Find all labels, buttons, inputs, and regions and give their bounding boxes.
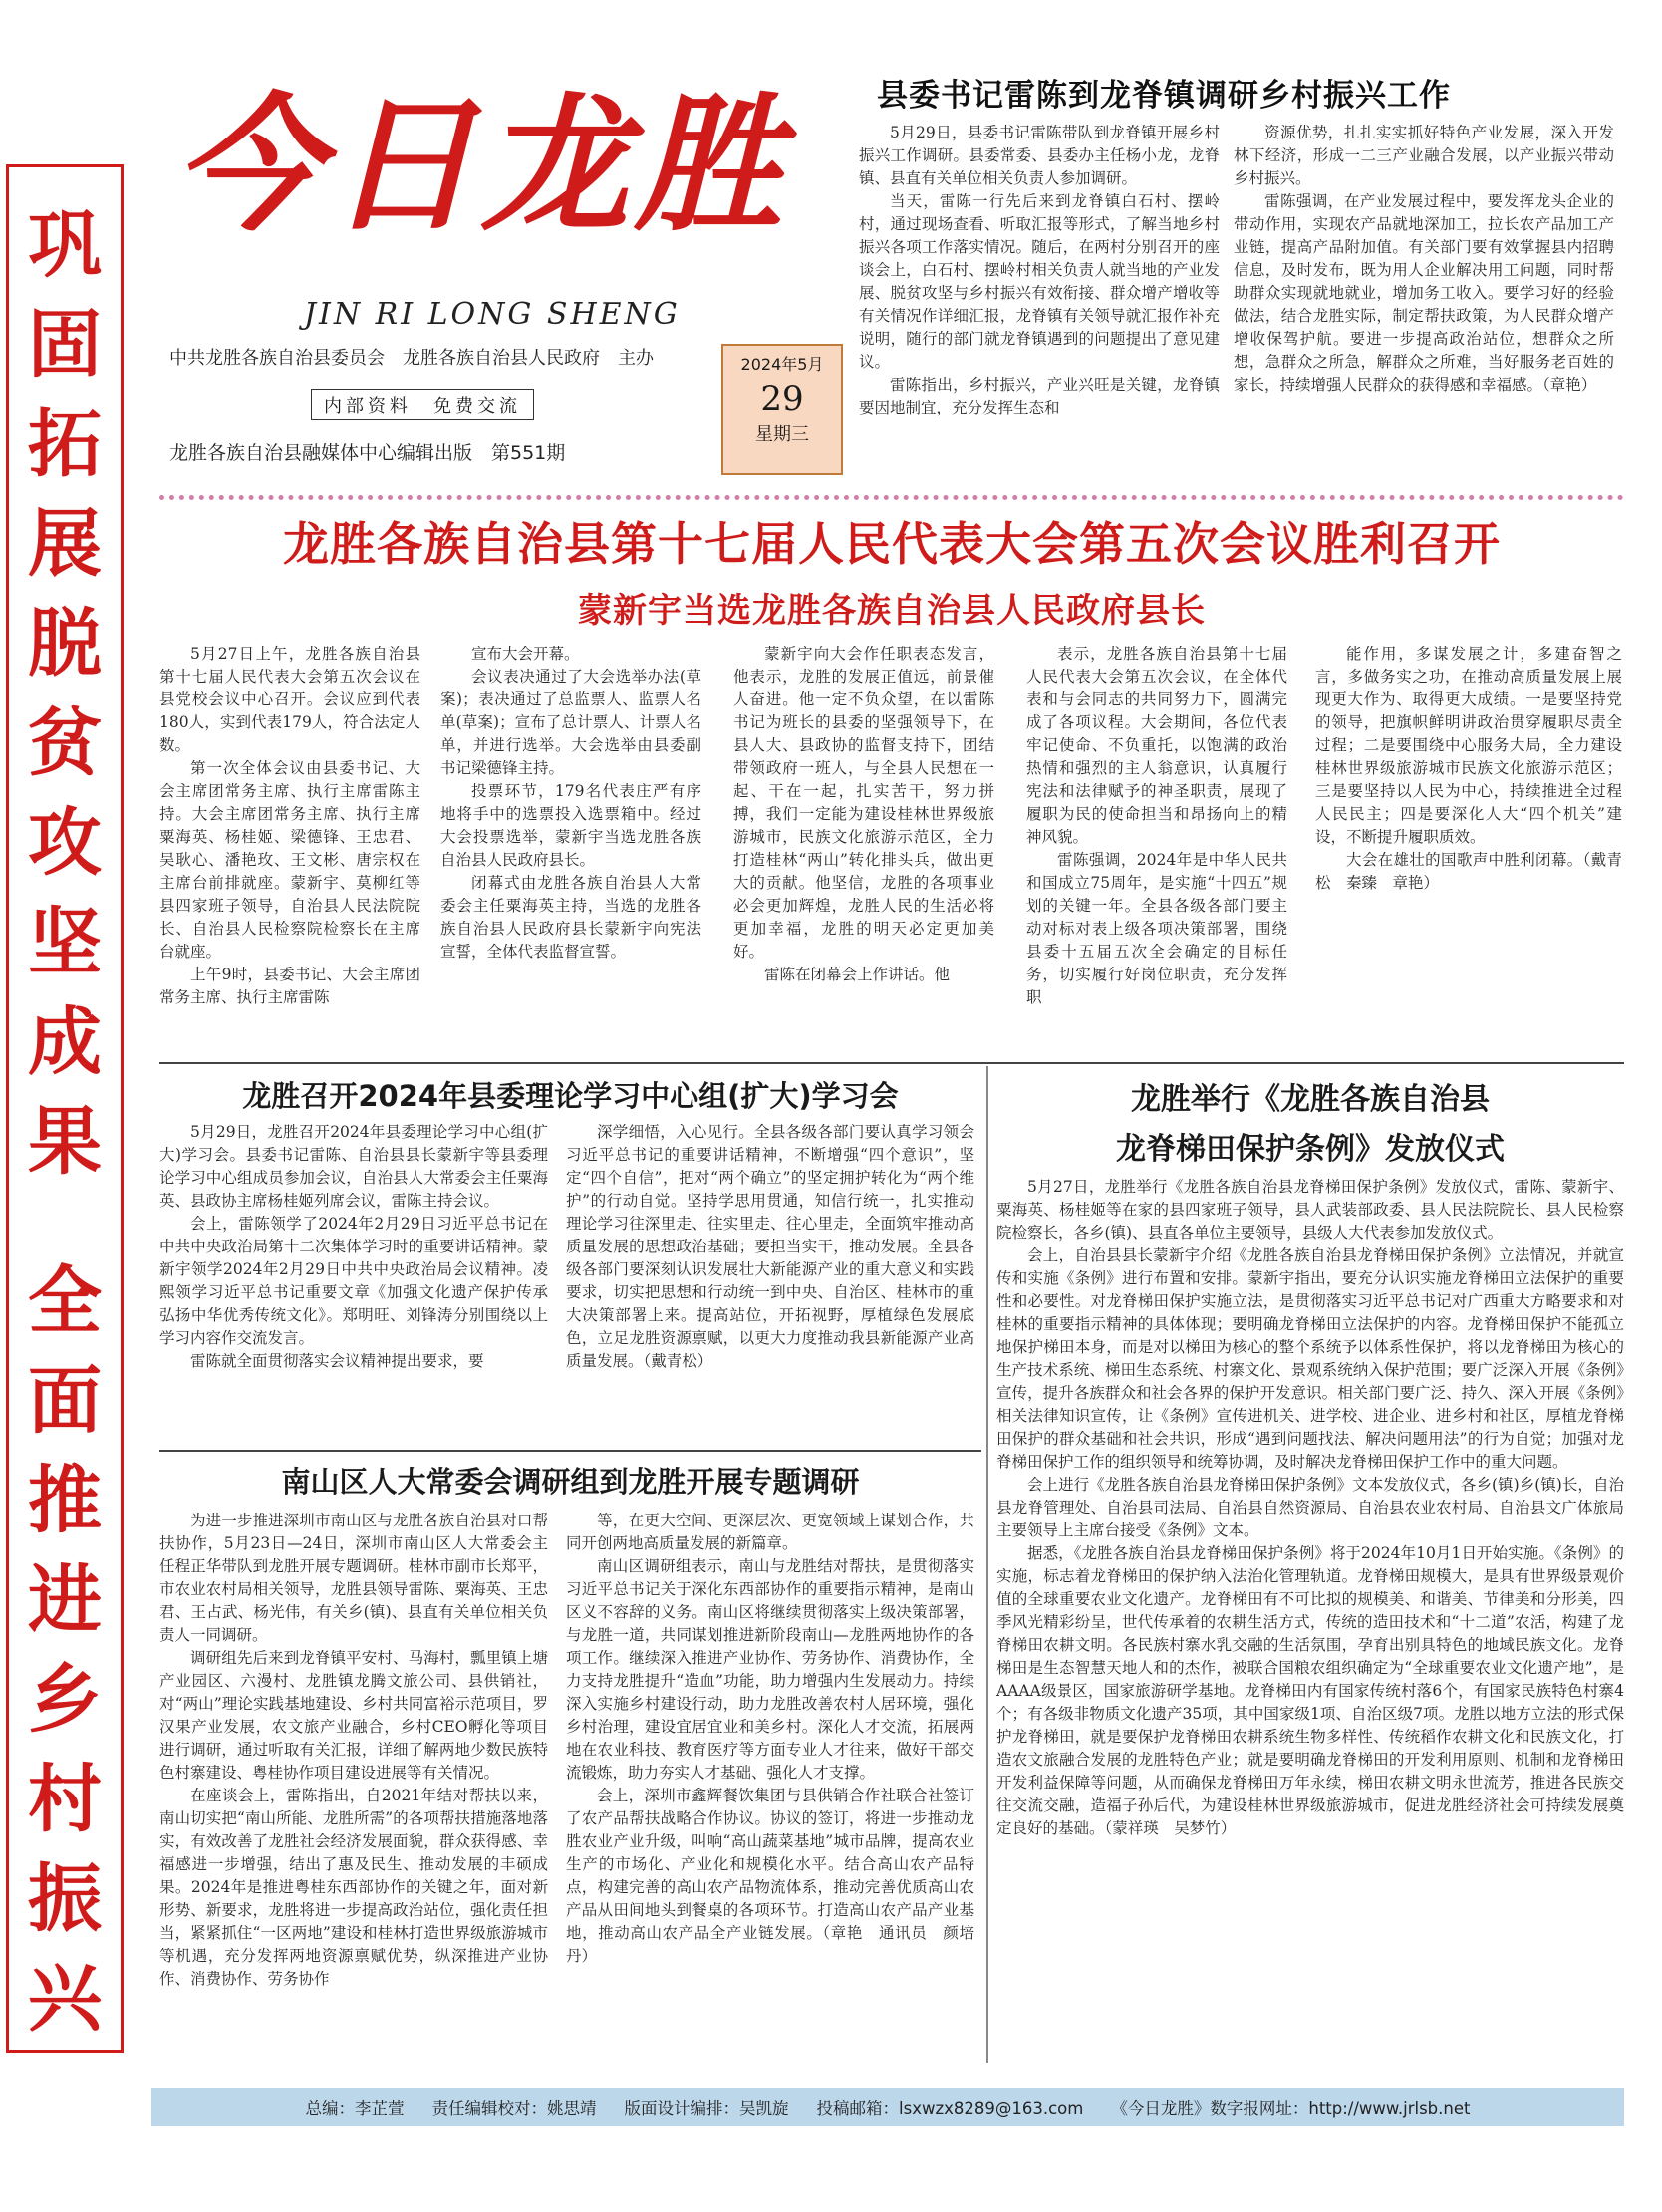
slogan-character: 脱 xyxy=(28,601,102,687)
article-column xyxy=(859,122,1220,419)
internal-material-label: 内部资料 免费交流 xyxy=(311,389,534,420)
article-column xyxy=(1234,122,1614,397)
paragraph: 蒙新宇向大会作任职表态发言，他表示，龙胜的发展正值远，前景催人奋进。他一定不负众望，在以雷陈书记为班长的县委的坚强领导下，在县人大、县政协的监督支持下，团结带领政府一班人，与全县人民想在一起、干在一起，扎实苦干，努力拼搏，我们一定能为建设桂林世界级旅游城市，民族文化旅游示范区，全力打造桂林“两山”转化排头兵，做出更大的贡献。他坚信，龙胜的各项事业必会更加辉煌，龙胜人民的生活必将更加幸福，龙胜的明天必定更加美好。 xyxy=(733,645,994,961)
slogan-character: 面 xyxy=(28,1358,102,1444)
column-divider xyxy=(986,1066,988,2063)
lead-headline: 龙胜各族自治县第十七届人民代表大会第五次会议胜利召开 xyxy=(283,517,1501,571)
paragraph: 5月27日上午，龙胜各族自治县第十七届人民代表大会第五次会议在县党校会议中心召开。会议应到代表180人，实到代表179人，符合法定人数。 xyxy=(159,645,420,754)
paragraph: 南山区调研组表示，南山与龙胜结对帮扶，是贯彻落实习近平总书记关于深化东西部协作的重要指示精神，是南山区义不容辞的义务。南山区将继续贯彻落实上级决策部署，与龙胜一道，共同谋划推进新阶段南山—龙胜两地协作的各项工作。继续深入推进产业协作、劳务协作、消费协作，全力支持龙胜提升“造血”功能，助力增强内生发展动力。持续深入实施乡村建设行动，助力龙胜改善农村人居环境，强化乡村治理，建设宜居宜业和美乡村。深化人才交流，拓展两地在农业科技、教育医疗等方面专业人才往来，做好干部交流锻炼，助力夯实人才基础、强化人才支撑。 xyxy=(566,1557,974,1782)
paragraph: 5月29日，龙胜召开2024年县委理论学习中心组(扩大)学习会。县委书记雷陈、自治县县长蒙新宇等县委理论学习中心组成员参加会议，自治县人大常委会主任粟海英、县政协主席杨桂姬列席会议，雷陈主持会议。 xyxy=(159,1123,548,1210)
paragraph: 资源优势，扎扎实实抓好特色产业发展，深入开发林下经济，形成一二三产业融合发展，以产业振兴带动乡村振兴。 xyxy=(1234,124,1614,187)
slogan-character: 乡 xyxy=(28,1657,102,1743)
slogan-line-1 xyxy=(9,195,121,1192)
paragraph: 会上，自治县县长蒙新宇介绍《龙胜各族自治县龙脊梯田保护条例》立法情况，并就宣传和实施《条例》进行布置和安排。蒙新宇指出，要充分认识实施龙脊梯田立法保护的重要性和必要性。对龙脊梯田保护实施立法，是贯彻落实习近平总书记对广西重大方略要求和对桂林的重要指示精神的具体体现；要明确龙脊梯田立法保护的内容。龙脊梯田保护不能孤立地保护梯田本身，而是对以梯田为核心的整个系统予以体系性保护，将以龙脊梯田为核心的生产技术系统、梯田生态系统、村寨文化、景观系统纳入保护范围；要广泛深入开展《条例》宣传，提升各族群众和社会各界的保护开发意识。相关部门要广泛、持久、深入开展《条例》相关法律知识宣传，让《条例》宣传进机关、进学校、进企业、进乡村和社区，厚植龙脊梯田保护的群众基础和社会共识，形成“遇到问题找法、解决问题用法”的行为自觉；加强对龙脊梯田保护工作的组织领导和统筹协调，及时解决龙脊梯田保护工作中的重大问题。 xyxy=(996,1246,1624,1471)
paragraph: 第一次全体会议由县委书记、大会主席团常务主席、执行主席雷陈主持。大会主席团常务主席、执行主席粟海英、杨桂姬、梁德锋、王忠君、吴耿心、潘艳玫、王文彬、唐宗权在主席台前排就座。蒙新宇、莫柳红等县四家班子领导，自治县人民法院院长、自治县人民检察院检察长在主席台就座。 xyxy=(159,759,420,961)
paragraph: 当天，雷陈一行先后来到龙脊镇白石村、摆岭村，通过现场查看、听取汇报等形式，了解当地乡村振兴各项工作落实情况。随后，在两村分别召开的座谈会上，白石村、摆岭村相关负责人就当地的产业发展、脱贫攻坚与乡村振兴有效衔接、群众增产增收等有关情况作详细汇报，龙脊镇有关领导就汇报作补充说明，随行的部门就龙脊镇遇到的问题提出了意见建议。 xyxy=(859,192,1220,371)
article-column xyxy=(159,1510,548,1991)
paragraph: 雷陈强调，在产业发展过程中，要发挥龙头企业的带动作用，实现农产品就地深加工，拉长农产品加工产业链，提高产品附加值。有关部门要有效掌握县内招聘信息，及时发布，既为用人企业解决用工问题，同时帮助群众实现就地就业，增加务工收入。要学习好的经验做法，结合龙胜实际，制定帮扶政策，为人民群众增产增收保驾护航。要进一步提高政治站位，想群众之所想，急群众之所急，解群众之所难，当好服务老百姓的家长，持续增强人民群众的获得感和幸福感。（章艳） xyxy=(1234,192,1614,394)
section-divider xyxy=(159,1450,981,1452)
footer-chief-editor: 总编：李芷萱 xyxy=(305,2099,405,2118)
paragraph: 闭幕式由龙胜各族自治县人大常委会主任粟海英主持，当选的龙胜各族自治县人民政府县长蒙新宇向宪法宣誓，全体代表监督宣誓。 xyxy=(440,874,701,961)
date-year-month: 2024年5月 xyxy=(740,355,824,374)
newspaper-title: 今日龙胜 xyxy=(174,78,788,251)
article-headline-terrace-regulation-line2: 龙脊梯田保护条例》发放仪式 xyxy=(1116,1132,1505,1167)
paragraph: 能作用，多谋发展之计，多建奋智之言，多做务实之功，在推动高质量发展上展现更大作为、取得更大成绩。一是要坚持党的领导，把旗帜鲜明讲政治贯穿履职尽责全过程；二是要围绕中心服务大局，全力建设桂林世界级旅游城市民族文化旅游示范区；三是要坚持以人民为中心，持续推进全过程人民民主；四是要深化人大“四个机关”建设，不断提升履职质效。 xyxy=(1315,645,1622,846)
slogan-character: 振 xyxy=(28,1856,102,1942)
paragraph: 表示，龙胜各族自治县第十七届人民代表大会第五次会议，在全体代表和与会同志的共同努力下，圆满完成了各项议程。大会期间，各位代表牢记使命、不负重托，以饱满的政治热情和强烈的主人翁意识，认真履行宪法和法律赋予的神圣职责，展现了履职为民的使命担当和昂扬向上的精神风貌。 xyxy=(1026,645,1287,846)
paragraph: 等，在更大空间、更深层次、更宽领域上谋划合作，共同开创两地高质量发展的新篇章。 xyxy=(566,1512,974,1552)
slogan-character: 拓 xyxy=(28,402,102,487)
paragraph: 为进一步推进深圳市南山区与龙胜各族自治县对口帮扶协作，5月23日—24日，深圳市南山区人大常委会主任程正华带队到龙胜开展专题调研。桂林市副市长郑平，市农业农村局相关领导，龙胜县领导雷陈、粟海英、王忠君、王占武、杨光伟，有关乡(镇)、县直有关单位相关负责人一同调研。 xyxy=(159,1512,548,1644)
sponsor-line: 中共龙胜各族自治县委员会 龙胜各族自治县人民政府 主办 xyxy=(169,348,654,369)
paragraph: 雷陈强调，2024年是中华人民共和国成立75周年，是实施“十四五”规划的关键一年。全县各级各部门要主动对标对表上级各项决策部署，围绕县委十五届五次全会确定的目标任务，切实履行好岗位职责，充分发挥职 xyxy=(1026,851,1287,1006)
paragraph: 大会在雄壮的国歌声中胜利闭幕。（戴青松 秦臻 章艳） xyxy=(1315,851,1622,892)
footer-email: 投稿邮箱：lsxwzx8289@163.com xyxy=(816,2099,1084,2118)
paragraph: 5月29日，县委书记雷陈带队到龙脊镇开展乡村振兴工作调研。县委常委、县委办主任杨小龙，龙脊镇、县直有关单位相关负责人参加调研。 xyxy=(859,124,1220,187)
article-headline-terrace-regulation: 龙胜举行《龙胜各族自治县 xyxy=(1131,1082,1490,1117)
article-column xyxy=(1315,643,1622,895)
lead-subheadline: 蒙新宇当选龙胜各族自治县人民政府县长 xyxy=(578,591,1206,631)
date-weekday: 星期三 xyxy=(755,424,809,445)
footer-designer: 版面设计编排：吴凯旋 xyxy=(624,2099,789,2118)
paragraph: 在座谈会上，雷陈指出，自2021年结对帮扶以来，南山切实把“南山所能、龙胜所需”的各项帮扶措施落地落实，有效改善了龙胜社会经济发展面貌，群众获得感、幸福感进一步增强，结出了惠及民生、推动发展的丰硕成果。2024年是推进粤桂东西部协作的关键之年，面对新形势、新要求，龙胜将进一步提高政治站位，强化责任担当，紧紧抓住“一区两地”建设和桂林打造世界级旅游城市等机遇，充分发挥两地资源禀赋优势，纵深推进产业协作、消费协作、劳务协作 xyxy=(159,1787,548,1988)
slogan-character: 展 xyxy=(28,501,102,587)
paragraph: 雷陈在闭幕会上作讲话。他 xyxy=(764,966,951,983)
paragraph: 会议表决通过了大会选举办法(草案)；表决通过了总监票人、监票人名单(草案)；宣布了总计票人、计票人名单，并进行选举。大会选举由县委副书记梁德锋主持。 xyxy=(440,668,701,777)
slogan-character: 贫 xyxy=(28,700,102,786)
article-headline-nanshan-visit: 南山区人大常委会调研组到龙胜开展专题调研 xyxy=(281,1465,860,1499)
slogan-line-2 xyxy=(9,1251,121,2049)
article-column xyxy=(440,643,701,964)
paragraph: 宣布大会开幕。 xyxy=(471,645,580,663)
slogan-character: 全 xyxy=(28,1258,102,1344)
footer-credits xyxy=(151,2088,1624,2126)
article-column xyxy=(1026,643,1287,1009)
publisher-line: 龙胜各族自治县融媒体中心编辑出版 第551期 xyxy=(169,442,566,464)
slogan-character: 推 xyxy=(28,1458,102,1543)
date-box xyxy=(721,344,843,475)
slogan-character: 兴 xyxy=(28,1956,102,2042)
paragraph: 上午9时，县委书记、大会主席团常务主席、执行主席雷陈 xyxy=(159,966,420,1006)
paragraph: 会上，雷陈领学了2024年2月29日习近平总书记在中共中央政治局第十二次集体学习时的重要讲话精神。蒙新宇领学2024年2月29日中共中央政治局会议精神。凌熙领学习近平总书记重要文章《加强文化遗产保护传承 弘扬中华优秀传统文化》。郑明旺、刘锋涛分别围绕以上学习内容作交流发言。 xyxy=(159,1215,564,1347)
article-column xyxy=(566,1510,974,1968)
article-body xyxy=(996,1176,1624,1840)
paragraph: 雷陈指出，乡村振兴，产业兴旺是关键，龙脊镇要因地制宜，充分发挥生态和 xyxy=(859,376,1220,416)
paragraph: 会上进行《龙胜各族自治县龙脊梯田保护条例》文本发放仪式，各乡(镇)乡(镇)长，自治县龙脊管理处、自治县司法局、自治县自然资源局、自治县农业农村局、自治县文广体旅局主要领导上主席台接受《条例》文本。 xyxy=(996,1476,1624,1539)
section-divider xyxy=(159,1062,1624,1064)
paragraph: 调研组先后来到龙脊镇平安村、马海村，瓢里镇上塘产业园区、六漫村、龙胜镇龙腾文旅公司、县供销社，对“两山”理论实践基地建设、乡村共同富裕示范项目，罗汉果产业发展，农文旅产业融合，乡村CEO孵化等项目进行调研，通过听取有关汇报，详细了解两地少数民族特色村寨建设、粤桂协作项目建设进展等有关情况。 xyxy=(159,1649,548,1782)
paragraph: 投票环节，179名代表庄严有序地将手中的选票投入选票箱中。经过大会投票选举，蒙新宇当选龙胜各族自治县人民政府县长。 xyxy=(440,782,701,869)
slogan-character: 攻 xyxy=(28,800,102,886)
paragraph: 5月27日，龙胜举行《龙胜各族自治县龙脊梯田保护条例》发放仪式，雷陈、蒙新宇、粟海英、杨桂姬等在家的县四家班子领导，县人武装部政委、县人民法院院长、县人民检察院检察长，各乡(镇)、县直各单位主要领导，县级人大代表参加发放仪式。 xyxy=(996,1178,1624,1242)
article-column xyxy=(733,643,994,986)
slogan-banner xyxy=(6,164,124,2053)
article-column xyxy=(159,1121,564,1373)
slogan-character: 坚 xyxy=(28,900,102,985)
article-headline-secretary-visit: 县委书记雷陈到龙脊镇调研乡村振兴工作 xyxy=(877,78,1451,114)
paragraph: 雷陈就全面贯彻落实会议精神提出要求，要 xyxy=(190,1352,484,1370)
slogan-character: 巩 xyxy=(28,202,102,288)
slogan-character: 进 xyxy=(28,1557,102,1643)
newspaper-pinyin: JIN RI LONG SHENG xyxy=(304,297,681,332)
slogan-character: 固 xyxy=(28,302,102,388)
section-divider xyxy=(159,495,1624,501)
footer-responsible-editor: 责任编辑校对：姚思靖 xyxy=(431,2099,597,2118)
article-column xyxy=(159,643,420,1009)
slogan-character: 成 xyxy=(28,999,102,1085)
date-day: 29 xyxy=(760,379,804,418)
slogan-character: 果 xyxy=(28,1099,102,1185)
article-headline-theory-study: 龙胜召开2024年县委理论学习中心组(扩大)学习会 xyxy=(242,1079,899,1113)
article-column xyxy=(566,1121,974,1373)
paragraph: 会上，深圳市鑫辉餐饮集团与县供销合作社联合社签订了农产品帮扶战略合作协议。协议的签订，将进一步推动龙胜农业产业升级，叫响“高山蔬菜基地”城市品牌，提高农业生产的市场化、产业化和规模化水平。结合高山农产品特点，构建完善的高山农产品物流体系，推动完善优质高山农产品从田间地头到餐桌的各项环节。打造高山农产品产业基地，推动高山农产品全产业链发展。（章艳 通讯员 颜培丹） xyxy=(566,1787,974,1965)
footer-website: 《今日龙胜》数字报网址：http://www.jrlsb.net xyxy=(1111,2099,1471,2118)
slogan-character: 村 xyxy=(28,1757,102,1842)
paragraph: 深学细悟，入心见行。全县各级各部门要认真学习领会习近平总书记的重要讲话精神，不断增强“四个意识”，坚定“四个自信”，把对“两个确立”的坚定拥护转化为“两个维护”的行动自觉。坚持学思用贯通，知信行统一，扎实推动理论学习往深里走、往实里走、往心里走，全面筑牢推动高质量发展的思想政治基础；要担当实干，推动发展。全县各级各部门要深刻认识发展壮大新能源产业的重大意义和实践要求，切实把思想和行动统一到中央、自治区、桂林市的重大决策部署上来。提高站位，开拓视野，厚植绿色发展底色，立足龙胜资源禀赋，以更大力度推动我县新能源产业高质量发展。（戴青松） xyxy=(566,1123,974,1370)
paragraph: 据悉，《龙胜各族自治县龙脊梯田保护条例》将于2024年10月1日开始实施。《条例》的实施，标志着龙脊梯田的保护纳入法治化管理轨道。龙脊梯田规模大，是具有世界级景观价值的全球重要农业文化遗产。龙脊梯田有不可比拟的规模美、和谐美、节律美和分形美，四季风光精彩纷呈，世代传承着的农耕生活方式，传统的造田技术和“十二道”农活，构建了龙脊梯田农耕文明。各民族村寨水乳交融的生活氛围，孕育出别具特色的地域民族文化。龙脊梯田是生态智慧天地人和的杰作，被联合国粮农组织确定为“全球重要农业文化遗产地”，是AAAA级景区，国家旅游研学基地。龙脊梯田内有国家传统村落6个，有国家民族特色村寨4个；有各级非物质文化遗产35项，其中国家级1项、自治区级7项。龙胜以地方立法的形式保护龙脊梯田，就是要保护龙脊梯田农耕系统生物多样性、传统稻作农耕文化和民族文化，打造农文旅融合发展的龙胜特色产业；就是要明确龙脊梯田的开发利用原则、机制和龙脊梯田开发利益保障等问题，从而确保龙脊梯田万年永续，梯田农耕文明永世流芳，推进各民族交往交流交融，造福子孙后代，为建设桂林世界级旅游城市，促进龙胜经济社会可持续发展奠定良好的基础。（蒙祥瑛 吴梦竹） xyxy=(996,1544,1624,1837)
